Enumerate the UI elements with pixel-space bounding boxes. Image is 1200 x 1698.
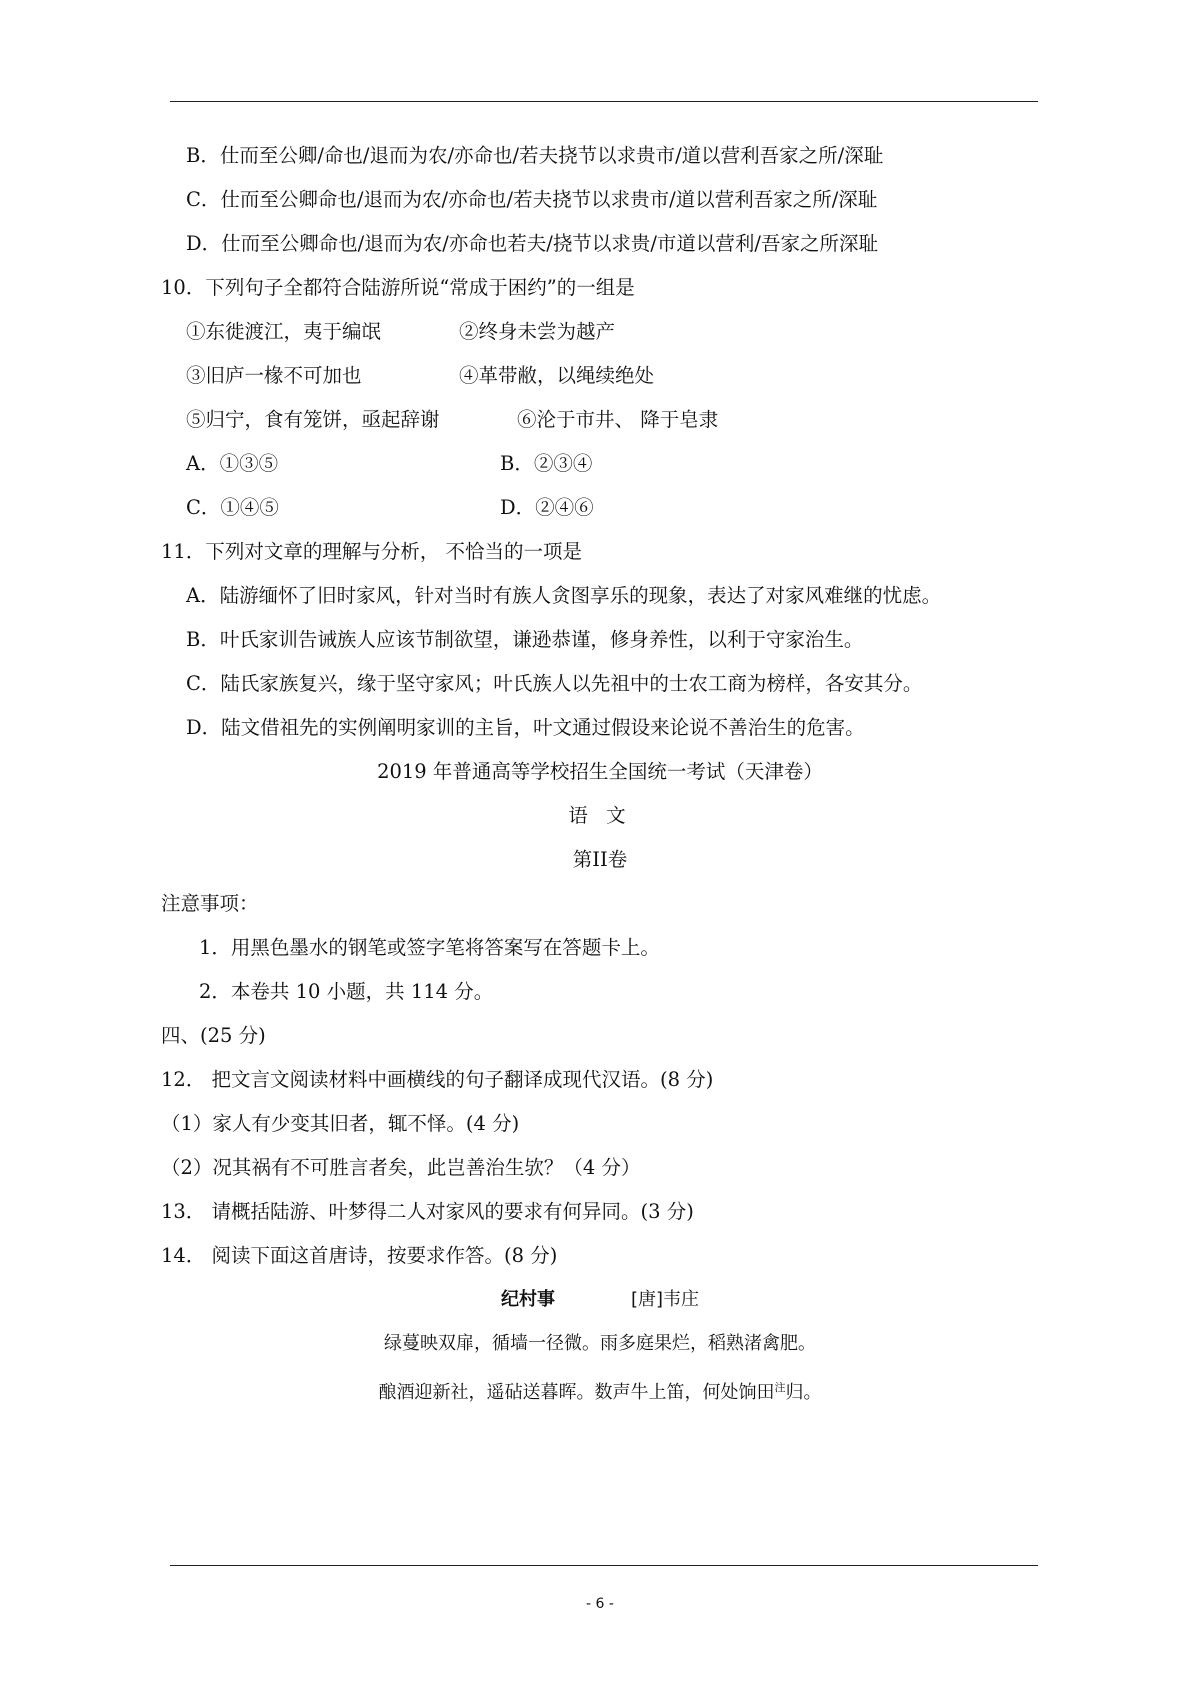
q10-option-b: B．②③④ [500, 452, 593, 475]
exam-subject: 语 文 [568, 804, 632, 827]
q11-option-c: C．陆氏家族复兴，缘于坚守家风；叶氏族人以先祖中的士农工商为榜样，各安其分。 [186, 672, 923, 695]
q9-option-d: D．仕而至公卿命也/退而为农/亦命也若夫/挠节以求贵/市道以营利/吾家之所深耻 [186, 232, 878, 255]
poem-line-2 [0, 1376, 1200, 1405]
q10-item-3: ③旧庐一椽不可加也 [186, 364, 362, 387]
q11-option-a: A．陆游缅怀了旧时家风，针对当时有族人贪图享乐的现象，表达了对家风难继的忧虑。 [186, 584, 942, 607]
poem-line-2-end: 归。 [785, 1382, 822, 1403]
q10-option-d: D．②④⑥ [500, 496, 594, 519]
notice-item-1: 1．用黑色墨水的钢笔或签字笔将答案写在答题卡上。 [199, 936, 660, 959]
q10-item-1: ①东徙渡江，夷于编氓 [186, 320, 382, 343]
poem-author: [唐]韦庄 [630, 1289, 700, 1310]
poem-title: 纪村事 [500, 1289, 555, 1310]
q12-sub-1: （1）家人有少变其旧者，辄不怿。(4 分) [161, 1112, 520, 1135]
q12-sub-2: （2）况其祸有不可胜言者矣，此岂善治生欤？（4 分） [161, 1156, 641, 1179]
notice-item-2: 2．本卷共 10 小题，共 114 分。 [199, 980, 494, 1003]
q10-option-c: C．①④⑤ [186, 496, 279, 519]
exam-volume: 第II卷 [572, 848, 628, 871]
q14-stem: 14． 阅读下面这首唐诗，按要求作答。(8 分) [161, 1244, 558, 1267]
q10-stem: 10．下列句子全都符合陆游所说“常成于困约”的一组是 [161, 276, 635, 299]
q10-item-4: ④革带敝，以绳续绝处 [459, 364, 655, 387]
q10-item-5: ⑤归宁，食有笼饼，亟起辞谢 [186, 408, 440, 431]
q10-item-6: ⑥沦于市井、 降于皂隶 [517, 408, 719, 431]
poem-annotation-mark: 注 [774, 1381, 786, 1394]
exam-title: 2019 年普通高等学校招生全国统一考试（天津卷） [377, 760, 823, 783]
footer-rule [170, 1565, 1038, 1566]
q11-stem: 11．下列对文章的理解与分析， 不恰当的一项是 [161, 540, 583, 563]
poem-line-1: 绿蔓映双扉，循墙一径微。雨多庭果烂，稻熟渚禽肥。 [384, 1333, 816, 1354]
notice-heading: 注意事项： [161, 892, 259, 915]
poem-heading [0, 1288, 1200, 1312]
page-number: - 6 - [586, 1596, 614, 1612]
poem-line-2-text: 酿酒迎新社，遥砧送暮晖。数声牛上笛，何处饷田 [378, 1382, 775, 1403]
q9-option-b: B．仕而至公卿/命也/退而为农/亦命也/若夫挠节以求贵市/道以营利吾家之所/深耻 [186, 144, 884, 167]
q9-option-c: C．仕而至公卿命也/退而为农/亦命也/若夫挠节以求贵市/道以营利吾家之所/深耻 [186, 188, 878, 211]
q12-stem: 12． 把文言文阅读材料中画横线的句子翻译成现代汉语。(8 分) [161, 1068, 714, 1091]
q11-option-b: B．叶氏家训告诫族人应该节制欲望，谦逊恭谨，修身养性，以利于守家治生。 [186, 628, 864, 651]
q11-option-d: D．陆文借祖先的实例阐明家训的主旨，叶文通过假设来论说不善治生的危害。 [186, 716, 865, 739]
header-rule [170, 101, 1038, 102]
q13-stem: 13． 请概括陆游、叶梦得二人对家风的要求有何异同。(3 分) [161, 1200, 694, 1223]
section-4-heading: 四、(25 分) [161, 1024, 266, 1047]
q10-item-2: ②终身未尝为越产 [459, 320, 616, 343]
q10-option-a: A．①③⑤ [186, 452, 279, 475]
